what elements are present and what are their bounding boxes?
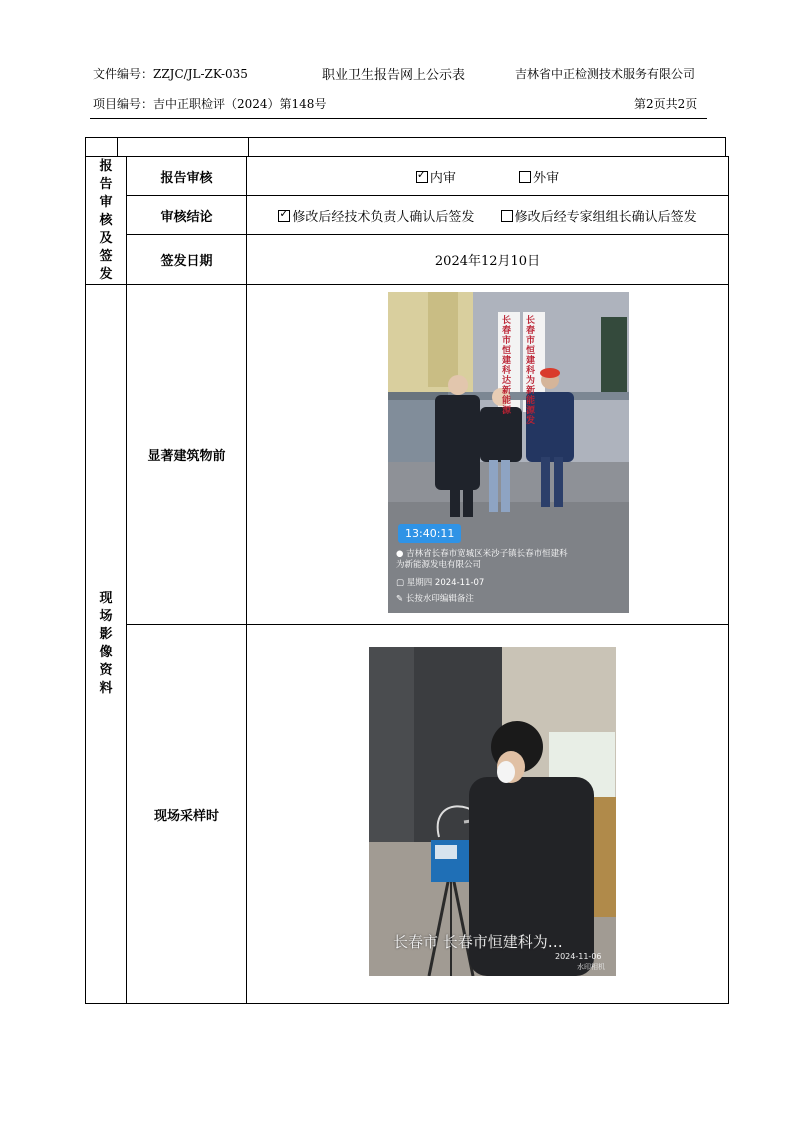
calendar-icon: ▢ xyxy=(396,578,405,588)
issue-date-label: 签发日期 xyxy=(127,235,247,285)
report-review-label: 报告审核 xyxy=(127,157,247,196)
report-review-options xyxy=(247,157,729,196)
location-pin-icon: ● xyxy=(396,549,404,559)
project-number: 项目编号：吉中正职检评（2024）第148号 xyxy=(93,97,327,111)
strip-cell xyxy=(86,138,118,157)
header-divider xyxy=(90,118,707,119)
watermark-time: 13:40:11 xyxy=(398,524,461,543)
photo-date: 2024-11-06 xyxy=(555,952,602,961)
expert-lead-checkbox[interactable]: 修改后经专家组组长确认后签发 xyxy=(501,210,697,225)
page-info: 第2页共2页 xyxy=(634,97,698,111)
building-photo xyxy=(388,292,629,613)
building-photo-label: 显著建筑物前 xyxy=(127,285,247,625)
top-strip xyxy=(85,137,726,157)
conclusion-label: 审核结论 xyxy=(127,196,247,235)
watermark-note: ✎ 长按水印编辑备注 xyxy=(396,594,474,604)
sampling-photo-label: 现场采样时 xyxy=(127,625,247,1004)
sign-left: 长春市恒建科达新能源 xyxy=(502,316,512,416)
internal-review-checkbox[interactable]: ✓ 内审 xyxy=(416,171,456,186)
strip-cell xyxy=(249,138,726,157)
strip-cell xyxy=(118,138,249,157)
sampling-scene xyxy=(369,647,616,976)
images-section-label: 现 场 影 像 资 料 xyxy=(86,285,127,1004)
photo-app-name: 水印相机 xyxy=(577,963,605,971)
sign-right: 长春市恒建科为新能源发 xyxy=(526,316,536,426)
watermark-date: ▢ 星期四 2024-11-07 xyxy=(396,578,485,588)
review-section-label: 报 告 审 核 及 签 发 xyxy=(86,157,127,285)
photo-caption: 长春市 长春市恒建科为… xyxy=(393,933,563,951)
document-number: 文件编号：ZZJC/JL-ZK-035 xyxy=(93,67,248,81)
tech-lead-checkbox[interactable]: ✓ 修改后经技术负责人确认后签发 xyxy=(278,210,474,225)
external-review-checkbox[interactable]: 外审 xyxy=(519,171,559,186)
edit-icon: ✎ xyxy=(396,594,404,604)
company-name: 吉林省中正检测技术服务有限公司 xyxy=(515,67,696,81)
sampling-photo xyxy=(369,647,616,976)
conclusion-options xyxy=(247,196,729,235)
watermark-location: ● 吉林省长春市宽城区米沙子镇长春市恒建科为新能源发电有限公司 xyxy=(396,549,568,570)
issue-date-value: 2024年12月10日 xyxy=(247,235,729,285)
page-title: 职业卫生报告网上公示表 xyxy=(322,68,466,83)
